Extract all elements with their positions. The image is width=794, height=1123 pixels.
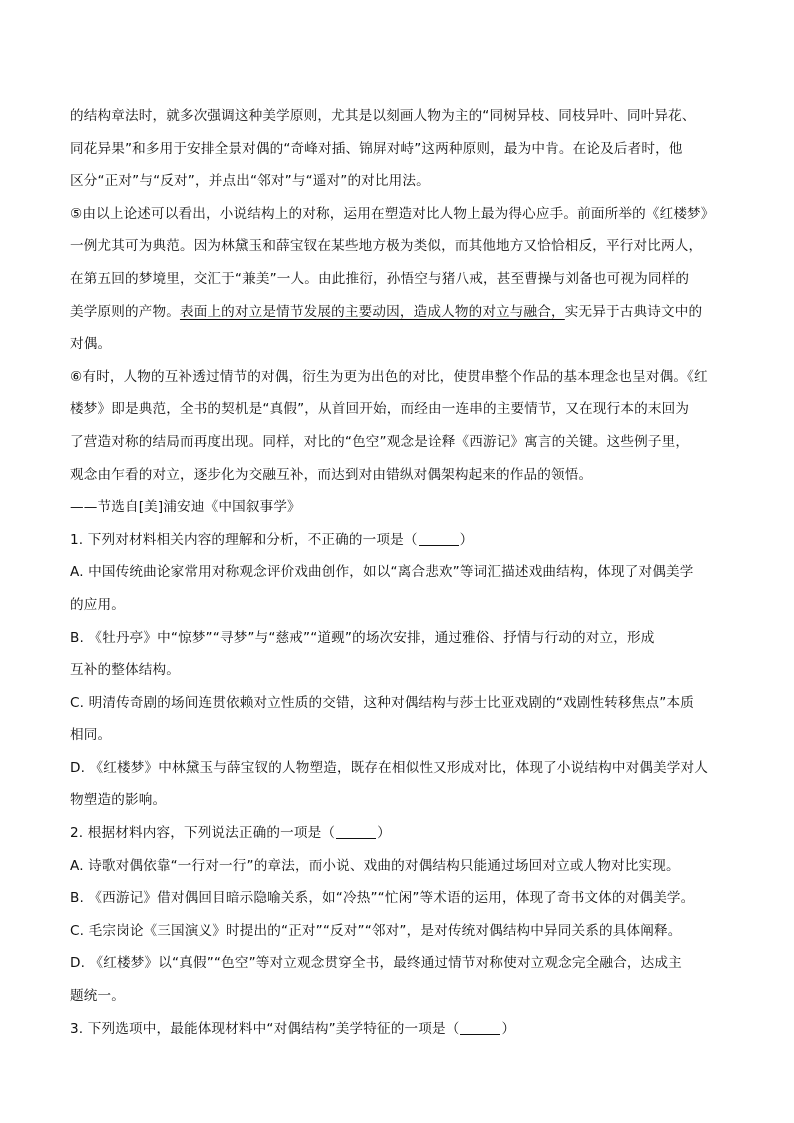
question-2: [70, 817, 726, 1013]
option-b-cont: 互补的整体结构。: [70, 662, 180, 679]
option-c: C. 毛宗岗论《三国演义》时提出的“正对”“反对”“邻对”，是对传统对偶结构中异同关系的具体阐释。: [70, 922, 682, 939]
plain-text: 美学原则的产物。: [70, 303, 180, 320]
question-stem: [70, 817, 726, 850]
text-line: ⑤由以上论述可以看出，小说结构上的对称，运用在塑造对比人物上最为得心应手。前面所举的《红楼梦》: [70, 205, 715, 222]
stem-text: 2. 根据材料内容，下列说法正确的一项是（: [70, 825, 336, 842]
paragraph-5: [70, 198, 726, 361]
document-body: [70, 100, 726, 1045]
stem-text: 1. 下列对材料相关内容的理解和分析，不正确的一项是（: [70, 531, 418, 548]
text-line: 一例尤其可为典范。因为林黛玉和薛宝钗在某些地方极为类似，而其他地方又恰恰相反，平行对比两人，: [70, 238, 703, 255]
option-a: A. 中国传统曲论家常用对称观念评价戏曲创作，如以“离合悲欢”等词汇描述戏曲结构，体现了对偶美学: [70, 564, 694, 581]
option-d-cont: 物塑造的影响。: [70, 792, 167, 809]
question-stem: [70, 524, 726, 557]
option-a: A. 诗歌对偶依靠“一行对一行”的章法，而小说、戏曲的对偶结构只能通过场回对立或人物对比实现。: [70, 857, 680, 874]
text-line: ⑥有时，人物的互补透过情节的对偶，衍生为更为出色的对比，使贯串整个作品的基本理念也呈对偶。《红: [70, 368, 708, 385]
text-line: 楼梦》即是典范，全书的契机是“真假”，从首回开始，而经由一连串的主要情节，又在现行本的末回为: [70, 401, 690, 418]
stem-text: ）: [501, 1020, 516, 1037]
text-line: 区分“正对”与“反对”，并点出“邻对”与“遥对”的对比用法。: [70, 173, 430, 190]
text-line: 观念由乍看的对立，逐步化为交融互补，而达到对由错纵对偶架构起来的作品的领悟。: [70, 466, 593, 483]
option-c-cont: 相同。: [70, 727, 112, 744]
source-citation: ——节选自[美]浦安迪《中国叙事学》: [70, 499, 301, 516]
text-line: 同花异果”和多用于安排全景对偶的“奇峰对插、锦屏对峙”这两种原则，最为中肯。在论及后者时，他: [70, 140, 683, 157]
stem-text: 3. 下列选项中，最能体现材料中“对偶结构”美学特征的一项是（: [70, 1020, 460, 1037]
stem-text: ）: [459, 531, 474, 548]
text-line: 在第五回的梦境里，交汇于“兼美”一人。由此推衍，孙悟空与猪八戒，甚至曹操与刘备也可视为同样的: [70, 270, 690, 287]
text-line: 了营造对称的结局而再度出现。同样，对比的“色空”观念是诠释《西游记》寓言的关键。这些例子里，: [70, 433, 690, 450]
question-stem: [70, 1013, 726, 1046]
underlined-sentence: 表面上的对立是情节发展的主要动因，造成人物的对立与融合，: [179, 303, 565, 320]
option-d: D. 《红楼梦》中林黛玉与薛宝钗的人物塑造，既存在相似性又形成对比，体现了小说结构中对偶美学对人: [70, 759, 709, 776]
plain-text: 实无异于古典诗文中的: [564, 303, 703, 320]
paragraph-6: [70, 361, 726, 491]
answer-blank[interactable]: [419, 531, 459, 546]
question-1: [70, 524, 726, 817]
option-d: D. 《红楼梦》以“真假”“色空”等对立观念贯穿全书，最终通过情节对称使对立观念完全融合，达成主: [70, 955, 682, 972]
option-d-cont: 题统一。: [70, 988, 125, 1005]
option-b: B. 《西游记》借对偶回目暗示隐喻关系，如“冷热”“忙闲”等术语的运用，体现了奇书文体的对偶美学。: [70, 890, 695, 907]
text-line: 对偶。: [70, 336, 112, 353]
answer-blank[interactable]: [460, 1020, 500, 1035]
option-a-cont: 的应用。: [70, 596, 125, 613]
text-line: [70, 296, 726, 329]
paragraph-4-continued: [70, 100, 726, 198]
option-b: B. 《牡丹亭》中“惊梦”“寻梦”与“慈戒”“道觋”的场次安排，通过雅俗、抒情与行动的对立，形成: [70, 629, 655, 646]
answer-blank[interactable]: [336, 824, 376, 839]
question-3: [70, 1013, 726, 1046]
text-line: 的结构章法时，就多次强调这种美学原则，尤其是以刻画人物为主的“同树异枝、同枝异叶、同叶异花、: [70, 108, 696, 124]
stem-text: ）: [377, 825, 391, 842]
option-c: C. 明清传奇剧的场间连贯依赖对立性质的交错，这种对偶结构与莎士比亚戏剧的“戏剧性转移焦点”本质: [70, 694, 694, 711]
